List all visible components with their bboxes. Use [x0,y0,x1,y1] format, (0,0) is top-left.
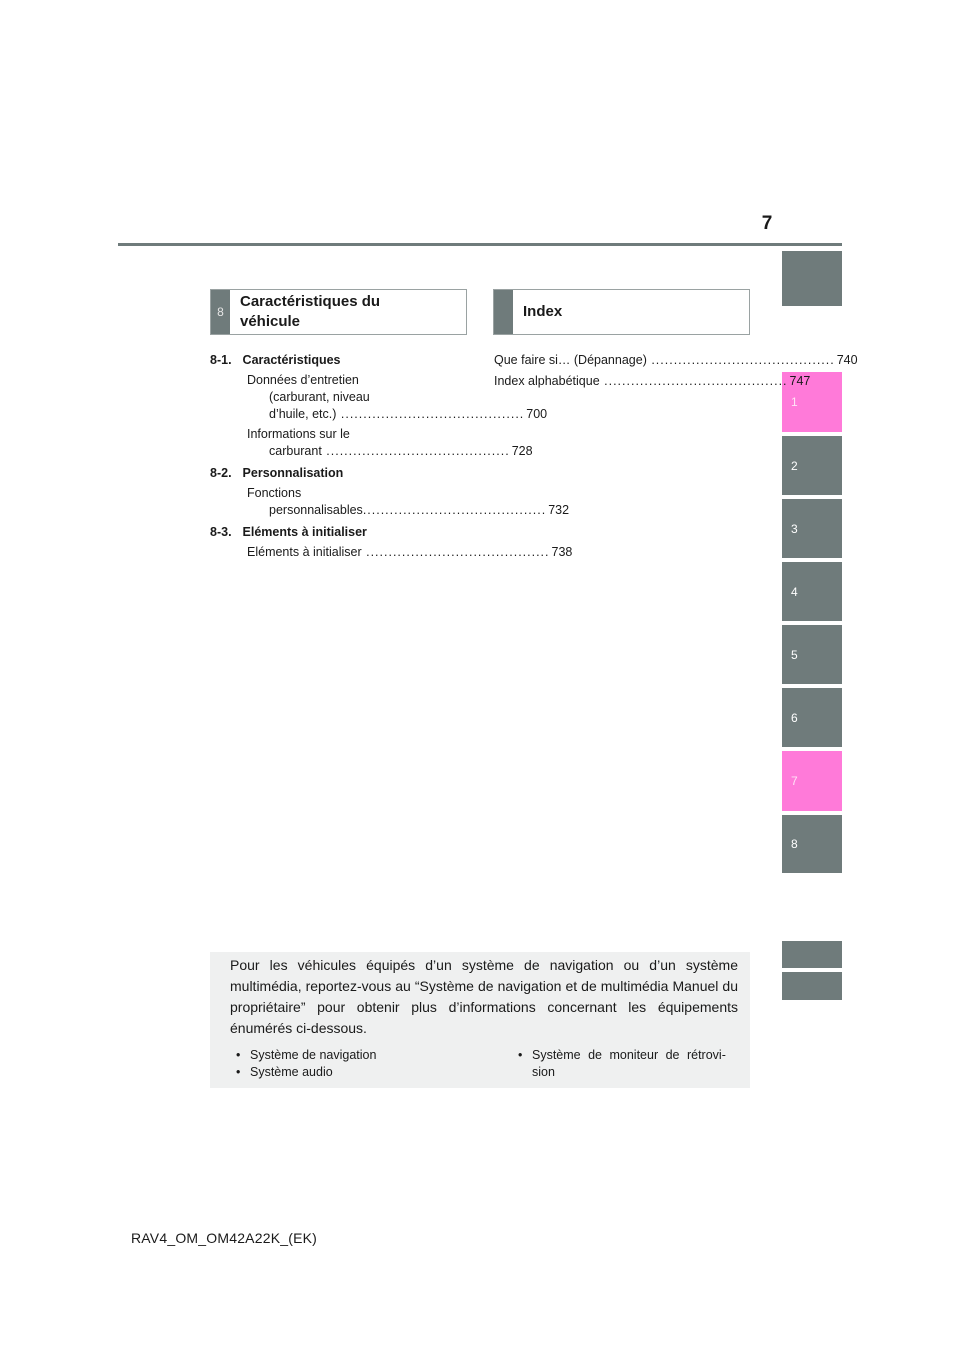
toc-entry-line[interactable]: Données d’entretien [247,373,359,387]
index-title: Index [523,303,563,320]
section-8-header [210,289,467,335]
footer-doc-code: RAV4_OM_OM42A22K_(EK) [131,1230,318,1246]
side-tab-8[interactable]: 8 [782,815,842,873]
side-tab-blank-top[interactable] [782,251,842,306]
toc-entry-line[interactable]: Fonctions [247,486,302,500]
side-tab-1[interactable]: 1 [782,372,842,432]
index-marker [494,290,513,334]
section-8-toc [210,352,573,572]
side-tab-blank-bottom-1[interactable] [782,941,842,968]
side-tab-4[interactable]: 4 [782,562,842,621]
side-tab-2[interactable]: 2 [782,436,842,495]
toc-group-8-2[interactable]: 8-2. Personnalisation [210,466,344,480]
toc-group-8-3[interactable]: 8-3. Eléments à initialiser [210,525,367,539]
note-paragraph: Pour les véhicules équipés d’un système de navigation ou d’un système multimédia, reportez-vous au “Système de navigation et de multimédia Manuel du propriétaire” pour obtenir plus d’informations concernant les équipements énumérés ci-dessous. [230,957,738,1036]
note-bullets-left: • Système de navigation • Système audio [236,1048,377,1079]
bullet-moniteur-line2: sion [532,1065,555,1079]
index-toc [494,352,858,392]
toc-entry-line[interactable]: (carburant, niveau [269,390,370,404]
page-number: 7 [761,213,773,234]
toc-entry-fonctions-personnalisables[interactable]: personnalisables ......................................... 732 [269,503,570,517]
side-tab-blank-bottom-2[interactable] [782,972,842,1000]
toc-entry-elements-initialiser[interactable]: Eléments à initialiser ......................................... 738 [247,545,573,559]
bullet-navigation: Système de navigation [250,1048,377,1062]
section-8-number: 8 [211,290,230,334]
section-8-title: Caractéristiques du véhicule [240,293,381,330]
bullet-audio: Système audio [250,1065,333,1079]
bullet-moniteur-line1: Système de moniteur de rétrovi- [532,1048,726,1062]
toc-entry-line[interactable]: Informations sur le [247,427,350,441]
index-header [493,289,750,335]
side-tab-6[interactable]: 6 [782,688,842,747]
toc-entry-informations-carburant[interactable]: carburant ......................................... 728 [269,444,533,458]
index-entry-depannage[interactable]: Que faire si… (Dépannage) ......................................... 740 [494,353,858,367]
index-entry-alphabetique[interactable]: Index alphabétique ......................................... 747 [494,374,811,388]
side-tab-5[interactable]: 5 [782,625,842,684]
toc-entry-donnees-entretien[interactable]: d’huile, etc.) ......................................... 700 [269,407,548,421]
toc-group-8-1[interactable]: 8-1. Caractéristiques [210,353,341,367]
header-rule [118,243,842,246]
side-tab-7[interactable]: 7 [782,751,842,811]
multimedia-note-box [210,952,750,1088]
side-tab-3[interactable]: 3 [782,499,842,558]
note-bullets-right: • Système de moniteur de rétrovi- sion [518,1048,726,1079]
